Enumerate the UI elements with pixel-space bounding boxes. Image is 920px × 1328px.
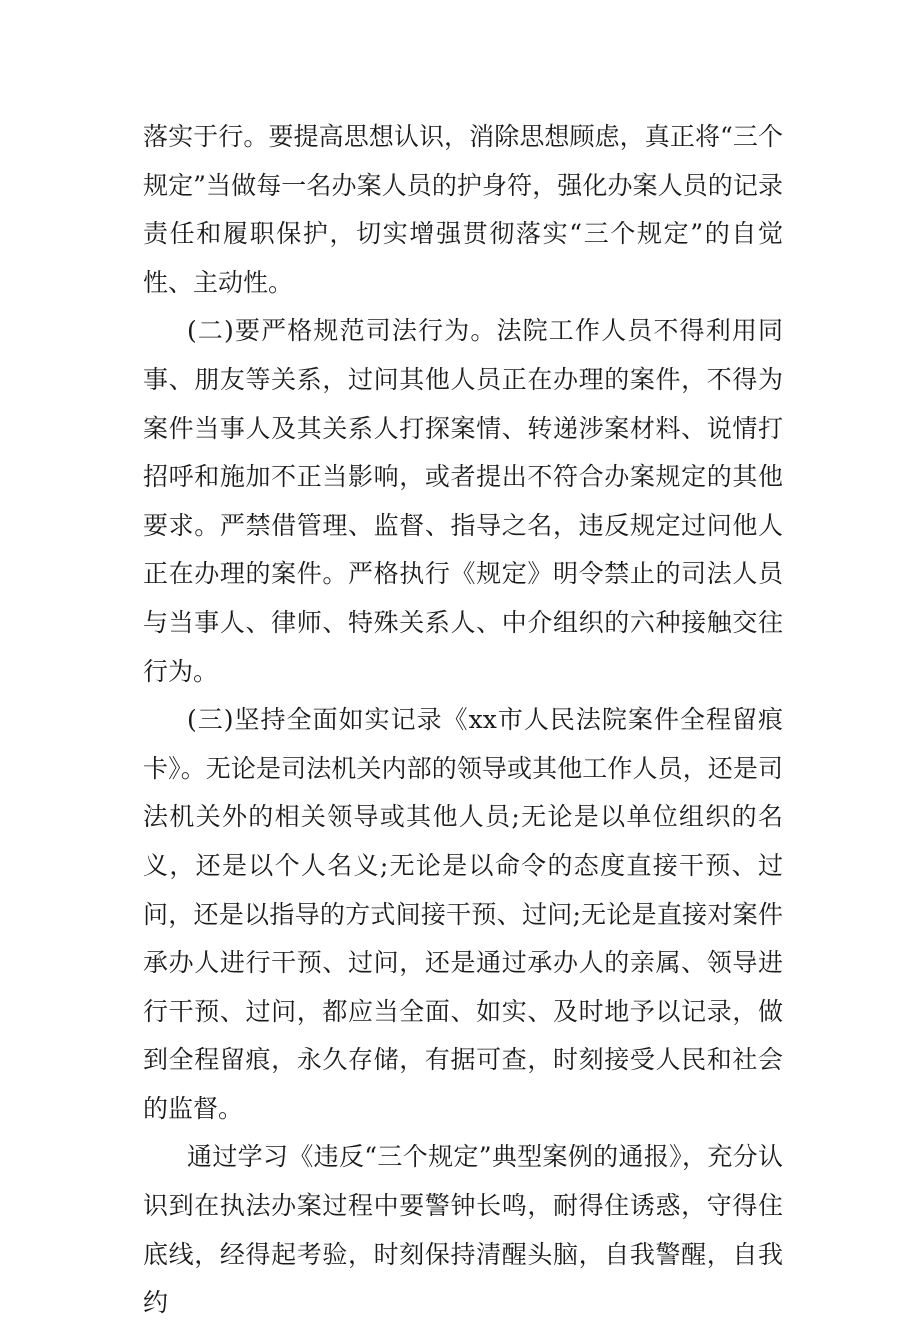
paragraph-continuation: 落实于行。要提高思想认识，消除思想顾虑，真正将“三个规定”当做每一名办案人员的护身符，强化办案人员的记录责任和履职保护，切实增强贯彻落实“三个规定”的自觉性、主动性。 (143, 122, 783, 297)
paragraph-conclusion: 通过学习《违反“三个规定”典型案例的通报》，充分认识到在执法办案过程中要警钟长鸣，耐得住诱惑，守得住底线，经得起考验，时刻保持清醒头脑，自我警醒，自我约 (143, 1142, 783, 1318)
paragraph-section-3: (三)坚持全面如实记录《xx市人民法院案件全程留痕卡》。无论是司法机关内部的领导或其他工作人员，还是司法机关外的相关领导或其他人员;无论是以单位组织的名义，还是以个人名义;无论是以命令的态度直接干预、过问，还是以指导的方式间接干预、过问;无论是直接对案件承办人进行干预、过问，还是通过承办人的亲属、领导进行干预、过问，都应当全面、如实、及时地予以记录，做到全程留痕，永久存储，有据可查，时刻接受人民和社会的监督。 (143, 705, 783, 1123)
paragraph-section-2: (二)要严格规范司法行为。法院工作人员不得利用同事、朋友等关系，过问其他人员正在办理的案件，不得为案件当事人及其关系人打探案情、转递涉案材料、说情打招呼和施加不正当影响，或者提出不符合办案规定的其他要求。严禁借管理、监督、指导之名，违反规定过问他人正在办理的案件。严格执行《规定》明令禁止的司法人员与当事人、律师、特殊关系人、中介组织的六种接触交往行为。 (143, 316, 783, 686)
document-body (143, 113, 783, 1328)
